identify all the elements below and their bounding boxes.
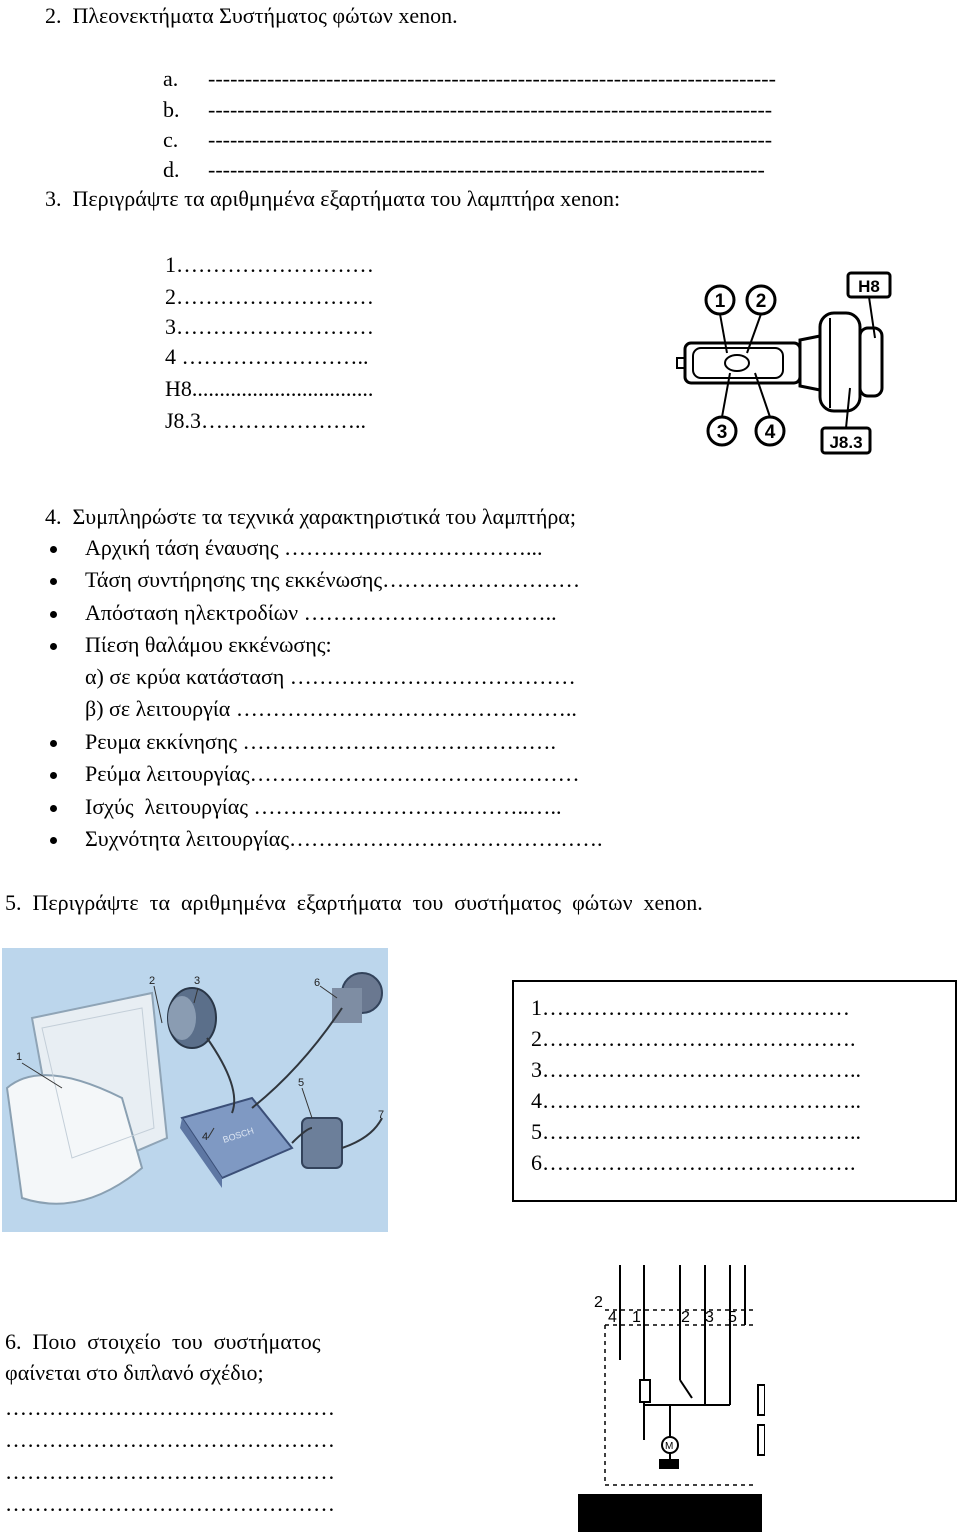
spec-ignition-voltage: Αρχική τάση έναυσης ……………………………... [85, 535, 543, 560]
section6-question-line1: 6. Ποιο στοιχείο του συστήματος [5, 1329, 321, 1354]
spec-start-current: Ρευμα εκκίνησης ……………………………………. [85, 729, 557, 754]
spec-operating-frequency: Συχνότητα λειτουργίας……………………………………. [85, 826, 603, 851]
bullet-icon [50, 611, 57, 618]
system-part-3: 3…………………………………….. [531, 1057, 861, 1082]
spec-electrode-gap: Απόσταση ηλεκτροδίων …………………………….. [85, 600, 557, 625]
photo-label-1: 1 [16, 1051, 23, 1063]
lamp-part-1: 1……………………… [165, 252, 374, 277]
spec-pressure-operating: β) σε λειτουργία ……………………………………….. [85, 696, 577, 721]
bullet-icon [50, 772, 57, 779]
num-1-label: 1 [714, 291, 726, 312]
adv-d-line: ---------------------------------------------------------------------------- [208, 157, 765, 182]
adv-b-label: b. [163, 97, 180, 122]
answer-blank-3: ……………………………………… [5, 1459, 335, 1484]
photo-label-5: 5 [298, 1077, 305, 1089]
bullet-icon [50, 643, 57, 650]
system-part-1: 1…………………………………… [531, 995, 850, 1020]
black-bar [578, 1494, 762, 1532]
photo-label-4: 4 [202, 1131, 209, 1143]
photo-label-7: 7 [378, 1109, 385, 1121]
spec-operating-power: Ισχύς λειτουργίας ………………………………..….. [85, 794, 562, 819]
system-part-4: 4…………………………………….. [531, 1088, 861, 1113]
j83-label: J8.3 [829, 433, 863, 452]
num-2-label: 2 [755, 291, 767, 312]
h8-label: H8 [858, 277, 880, 296]
xenon-lamp-diagram [675, 268, 895, 458]
answer-blank-1: ……………………………………… [5, 1395, 335, 1420]
adv-c-line: ----------------------------------------------------------------------------- [208, 127, 773, 152]
lamp-part-3: 3……………………… [165, 314, 374, 339]
adv-d-label: d. [163, 157, 180, 182]
lamp-part-h8: H8................................. [165, 376, 374, 401]
answer-blank-4: ……………………………………… [5, 1491, 335, 1516]
adv-b-line: ----------------------------------------------------------------------------- [208, 97, 773, 122]
section2-title: 2. Πλεονεκτήματα Συστήματος φώτων xenon. [45, 3, 458, 28]
circuit-label-1: 1 [632, 1309, 641, 1326]
circuit-label-3: 3 [705, 1309, 714, 1326]
circuit-label-4: 4 [608, 1309, 617, 1326]
xenon-system-photo [2, 948, 388, 1232]
lamp-part-j83: J8.3………………….. [165, 408, 367, 433]
answers-box [512, 980, 957, 1202]
spec-operating-current: Ρεύμα λειτουργίας……………………………………… [85, 761, 580, 786]
system-part-5: 5…………………………………….. [531, 1119, 861, 1144]
num-3-label: 3 [716, 422, 728, 443]
adv-c-label: c. [163, 127, 179, 152]
answer-blank-2: ……………………………………… [5, 1427, 335, 1452]
photo-label-6: 6 [314, 977, 321, 989]
bullet-icon [50, 546, 57, 553]
section5-title: 5. Περιγράψτε τα αριθμημένα εξαρτήματα του συστήματος φώτων xenon. [5, 890, 703, 915]
bosch-logo: BOSCH [221, 1125, 256, 1145]
adv-a-label: a. [163, 66, 179, 91]
circuit-label-2b: 2 [681, 1309, 690, 1326]
section6-question-line2: φαίνεται στο διπλανό σχέδιο; [5, 1360, 264, 1385]
circuit-diagram [580, 1265, 765, 1530]
photo-label-2: 2 [149, 975, 156, 987]
lamp-part-2: 2……………………… [165, 284, 374, 309]
system-part-6: 6……………………………………. [531, 1150, 856, 1175]
spec-chamber-pressure: Πίεση θαλάμου εκκένωσης: [85, 632, 332, 657]
section3-title: 3. Περιγράψτε τα αριθμημένα εξαρτήματα του λαμπτήρα xenon: [45, 186, 621, 211]
circuit-label-5: 5 [728, 1309, 737, 1326]
section4-title: 4. Συμπληρώστε τα τεχνικά χαρακτηριστικά του λαμπτήρα; [45, 504, 576, 529]
spec-sustain-voltage: Τάση συντήρησης της εκκένωσης……………………… [85, 567, 581, 592]
bullet-icon [50, 837, 57, 844]
photo-label-3: 3 [194, 975, 201, 987]
num-4-label: 4 [764, 422, 776, 443]
bullet-icon [50, 740, 57, 747]
bullet-icon [50, 805, 57, 812]
motor-label: M [665, 1441, 674, 1452]
lamp-part-4: 4 …………………….. [165, 344, 369, 369]
circuit-label-2: 2 [594, 1294, 603, 1311]
bullet-icon [50, 578, 57, 585]
spec-pressure-cold: α) σε κρύα κατάσταση ………………………………… [85, 664, 576, 689]
system-part-2: 2……………………………………. [531, 1026, 856, 1051]
adv-a-line: ----------------------------------------------------------------------------- [208, 66, 776, 91]
